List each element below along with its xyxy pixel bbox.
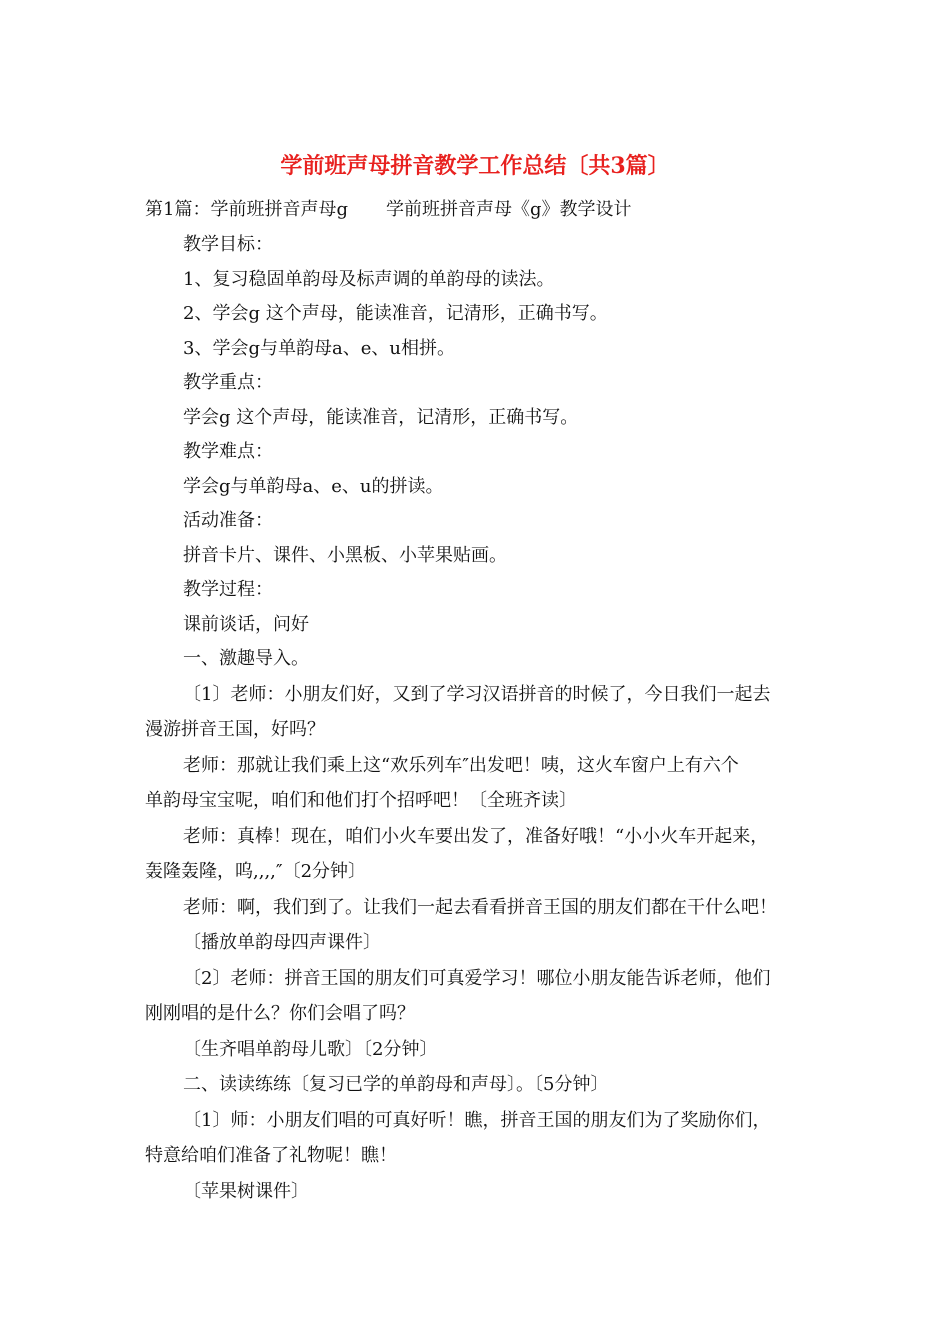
- paragraph-line: 二、读读练练〔复习已学的单韵母和声母〕。〔5分钟〕: [183, 1074, 609, 1095]
- paragraph-line: 学会g与单韵母a、e、u的拼读。: [183, 476, 444, 497]
- paragraph-line: 〔生齐唱单韵母儿歌〕〔2分钟〕: [183, 1039, 438, 1060]
- paragraph-line: 教学难点：: [183, 441, 273, 462]
- paragraph-line: 老师：那就让我们乘上这“欢乐列车″出发吧！咦，这火车窗户上有六个: [183, 755, 739, 776]
- paragraph-line: 〔播放单韵母四声课件〕: [183, 932, 381, 953]
- part-heading: [145, 198, 632, 222]
- paragraph-line: 活动准备：: [183, 510, 273, 531]
- paragraph-line: 〔1〕老师：小朋友们好，又到了学习汉语拼音的时候了，今日我们一起去: [183, 684, 771, 705]
- paragraph-line: 老师：真棒！现在，咱们小火车要出发了，准备好哦！“小小火车开起来，: [183, 826, 769, 847]
- paragraph-line: 〔1〕师：小朋友们唱的可真好听！瞧，拼音王国的朋友们为了奖励你们，: [183, 1110, 771, 1131]
- paragraph-line: 课前谈话，问好: [183, 614, 309, 635]
- paragraph-line: 1、复习稳固单韵母及标声调的单韵母的读法。: [183, 269, 555, 290]
- paragraph-line: 2、学会g 这个声母，能读准音，记清形，正确书写。: [183, 303, 608, 324]
- paragraph-line: 特意给咱们准备了礼物呢！瞧！: [145, 1145, 397, 1166]
- paragraph-line: 教学过程：: [183, 579, 273, 600]
- paragraph-line: 轰隆轰隆，呜,,,,″〔2分钟〕: [145, 861, 367, 882]
- paragraph-line: 学会g 这个声母，能读准音，记清形，正确书写。: [183, 407, 579, 428]
- document-title: 学前班声母拼音教学工作总结〔共3篇〕: [280, 153, 670, 179]
- part-heading-subtitle: 学前班拼音声母《g》教学设计: [385, 199, 632, 220]
- paragraph-line: 漫游拼音王国，好吗？: [145, 719, 325, 740]
- paragraph-line: 单韵母宝宝呢，咱们和他们打个招呼吧！〔全班齐读〕: [145, 790, 577, 811]
- paragraph-line: 教学重点：: [183, 372, 273, 393]
- paragraph-line: 〔2〕老师：拼音王国的朋友们可真爱学习！哪位小朋友能告诉老师，他们: [183, 968, 771, 989]
- paragraph-line: 刚刚唱的是什么？你们会唱了吗？: [145, 1003, 415, 1024]
- paragraph-line: 拼音卡片、课件、小黑板、小苹果贴画。: [183, 545, 507, 566]
- paragraph-line: 一、激趣导入。: [183, 648, 309, 669]
- paragraph-line: 〔苹果树课件〕: [183, 1181, 309, 1202]
- part-heading-label: 第1篇：学前班拼音声母g: [145, 199, 348, 220]
- paragraph-line: 3、学会g与单韵母a、e、u相拼。: [183, 338, 455, 359]
- paragraph-line: 老师：啊，我们到了。让我们一起去看看拼音王国的朋友们都在干什么吧！: [183, 897, 777, 918]
- paragraph-line: 教学目标：: [183, 234, 273, 255]
